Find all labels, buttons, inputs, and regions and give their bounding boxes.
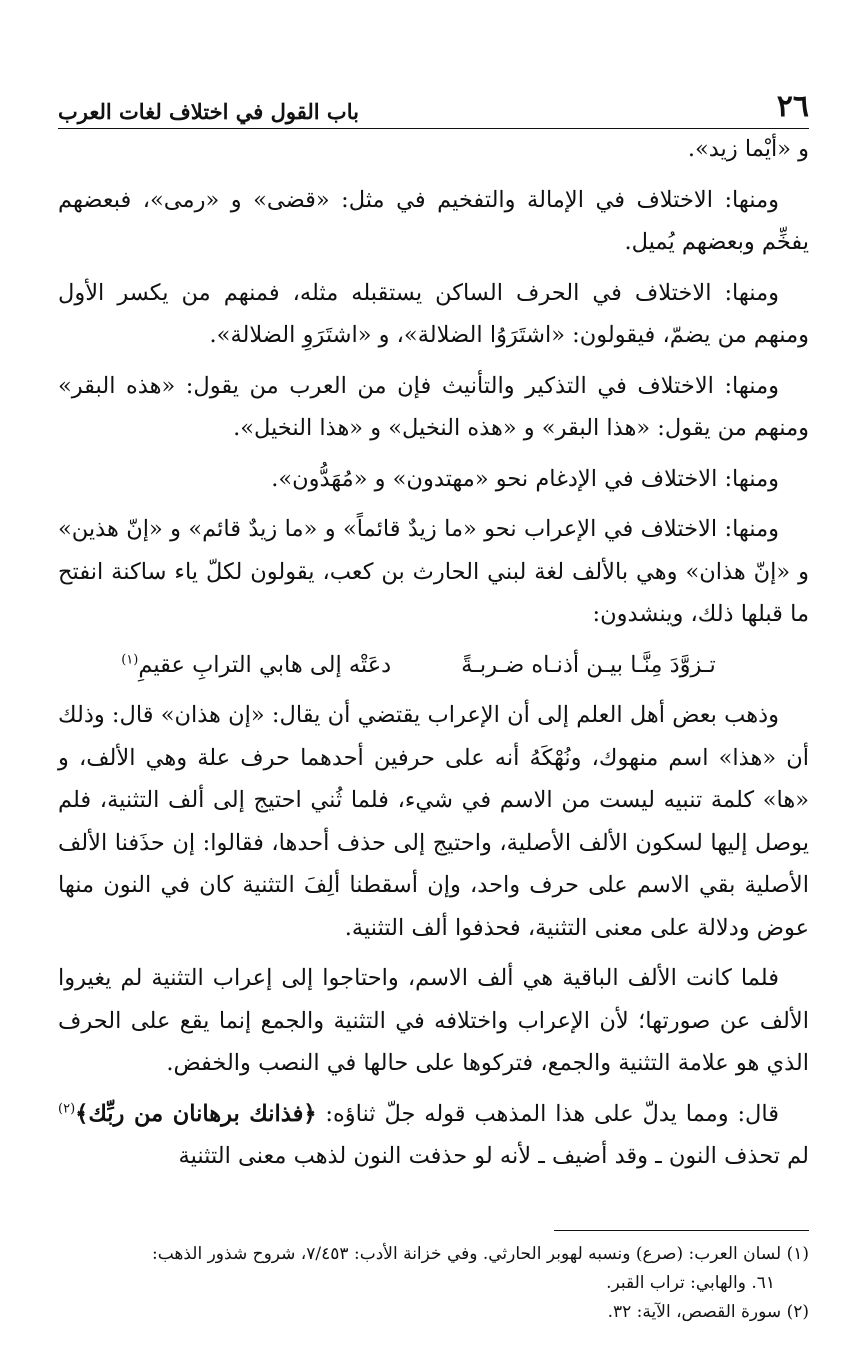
footnote-marker: (٢) bbox=[58, 1101, 76, 1116]
poetry-verse bbox=[58, 644, 809, 687]
verse-first-hemistich: تـزوَّدَ مِنَّـا بيـن أذنـاه ضـربـةً bbox=[461, 651, 716, 678]
verse-second-hemistich-wrap bbox=[121, 644, 391, 687]
paragraph bbox=[58, 1093, 809, 1178]
footnote-number: (١) bbox=[786, 1244, 809, 1264]
paragraph-text: لم تحذف النون ـ وقد أضيف ـ لأنه لو حذفت النون لذهب معنى التثنية bbox=[178, 1143, 809, 1169]
page-number: ٢٦ bbox=[776, 89, 809, 124]
footnote-1-continued: ٦١. والهابي: تراب القبر. bbox=[606, 1273, 775, 1293]
footnote-text: لسان العرب: (صرع) ونسبه لهوبر الحارثي. وفي خزانة الأدب: ٧/٤٥٣، شروح شذور الذهب: bbox=[151, 1244, 782, 1264]
main-text bbox=[58, 128, 809, 1186]
quran-quote: ﴿فذانك برهانان من ربِّك﴾ bbox=[75, 1100, 317, 1127]
paragraph-text: قال: ومما يدلّ على هذا المذهب قوله جلّ ثناؤه: bbox=[316, 1100, 780, 1127]
footnote-text: سورة القصص، الآية: ٣٢. bbox=[607, 1302, 782, 1322]
verse-second-hemistich: دعَتْه إلى هابي الترابِ عقيمِ bbox=[138, 651, 392, 678]
footnote-2 bbox=[58, 1298, 809, 1327]
paragraph: ومنها: الاختلاف في الإدغام نحو «مهتدون» و «مُهَدُّون». bbox=[271, 465, 779, 492]
paragraph: ومنها: الاختلاف في الحرف الساكن يستقبله مثله، فمنهم من يكسر الأول ومنهم من يضمّ، فيقولون: «اشتَرَوُا الضلالة»، و «اشتَرَوِ الضلالة». bbox=[58, 279, 809, 348]
paragraph: وذهب بعض أهل العلم إلى أن الإعراب يقتضي أن يقال: «إن هذان» قال: وذلك أن «هذا» اسم منهوك، ونُهْكَهُ أنه على حرفين أحدهما حرف علة وهي الألف، و «ها» كلمة تنبيه ليست من الاسم في شيء، فلما ثُني احتيج إلى ألف التثنية، فلم يوصل إليها لسكون الألف الأصلية، واحتيج إلى حذف أحدها، فقالوا: إن حذَفنا الألف الأصلية بقي الاسم على حرف واحد، وإن أسقطنا ألِفَ التثنية كان في النون منها عوض ودلالة على معنى التثنية، فحذفوا ألف التثنية. bbox=[58, 702, 809, 941]
footnote-marker: (١) bbox=[121, 652, 139, 667]
paragraph: فلما كانت الألف الباقية هي ألف الاسم، واحتاجوا إلى إعراب التثنية لم يغيروا الألف عن صورتها؛ لأن الإعراب واختلافه في التثنية والجمع إنما يقع على الحرف الذي هو علامة التثنية والجمع، فتركوها على حالها في النصب والخفض. bbox=[58, 965, 809, 1076]
running-title: باب القول في اختلاف لغات العرب bbox=[58, 99, 359, 124]
paragraph: و «أيْما زيد». bbox=[687, 136, 809, 162]
paragraph: ومنها: الاختلاف في الإعراب نحو «ما زيدٌ قائماً» و «ما زيدٌ قائم» و «إنّ هذين» و «إنّ هذان» وهي بالألف لغة لبني الحارث بن كعب، يقولون لكلّ ياء ساكنة انفتح ما قبلها ذلك، وينشدون: bbox=[58, 516, 809, 627]
footnote-1 bbox=[58, 1240, 809, 1269]
footnotes bbox=[58, 1240, 809, 1327]
paragraph: ومنها: الاختلاف في التذكير والتأنيث فإن من العرب من يقول: «هذه البقر» ومنهم من يقول: «هذا البقر» و «هذه النخيل» و «هذا النخيل». bbox=[58, 372, 809, 441]
footnote-number: (٢) bbox=[786, 1302, 809, 1322]
footnote-divider bbox=[554, 1230, 809, 1231]
paragraph: ومنها: الاختلاف في الإمالة والتفخيم في مثل: «قضى» و «رمى»، فبعضهم يفخِّم وبعضهم يُميل. bbox=[58, 186, 809, 255]
page-header bbox=[58, 82, 809, 129]
